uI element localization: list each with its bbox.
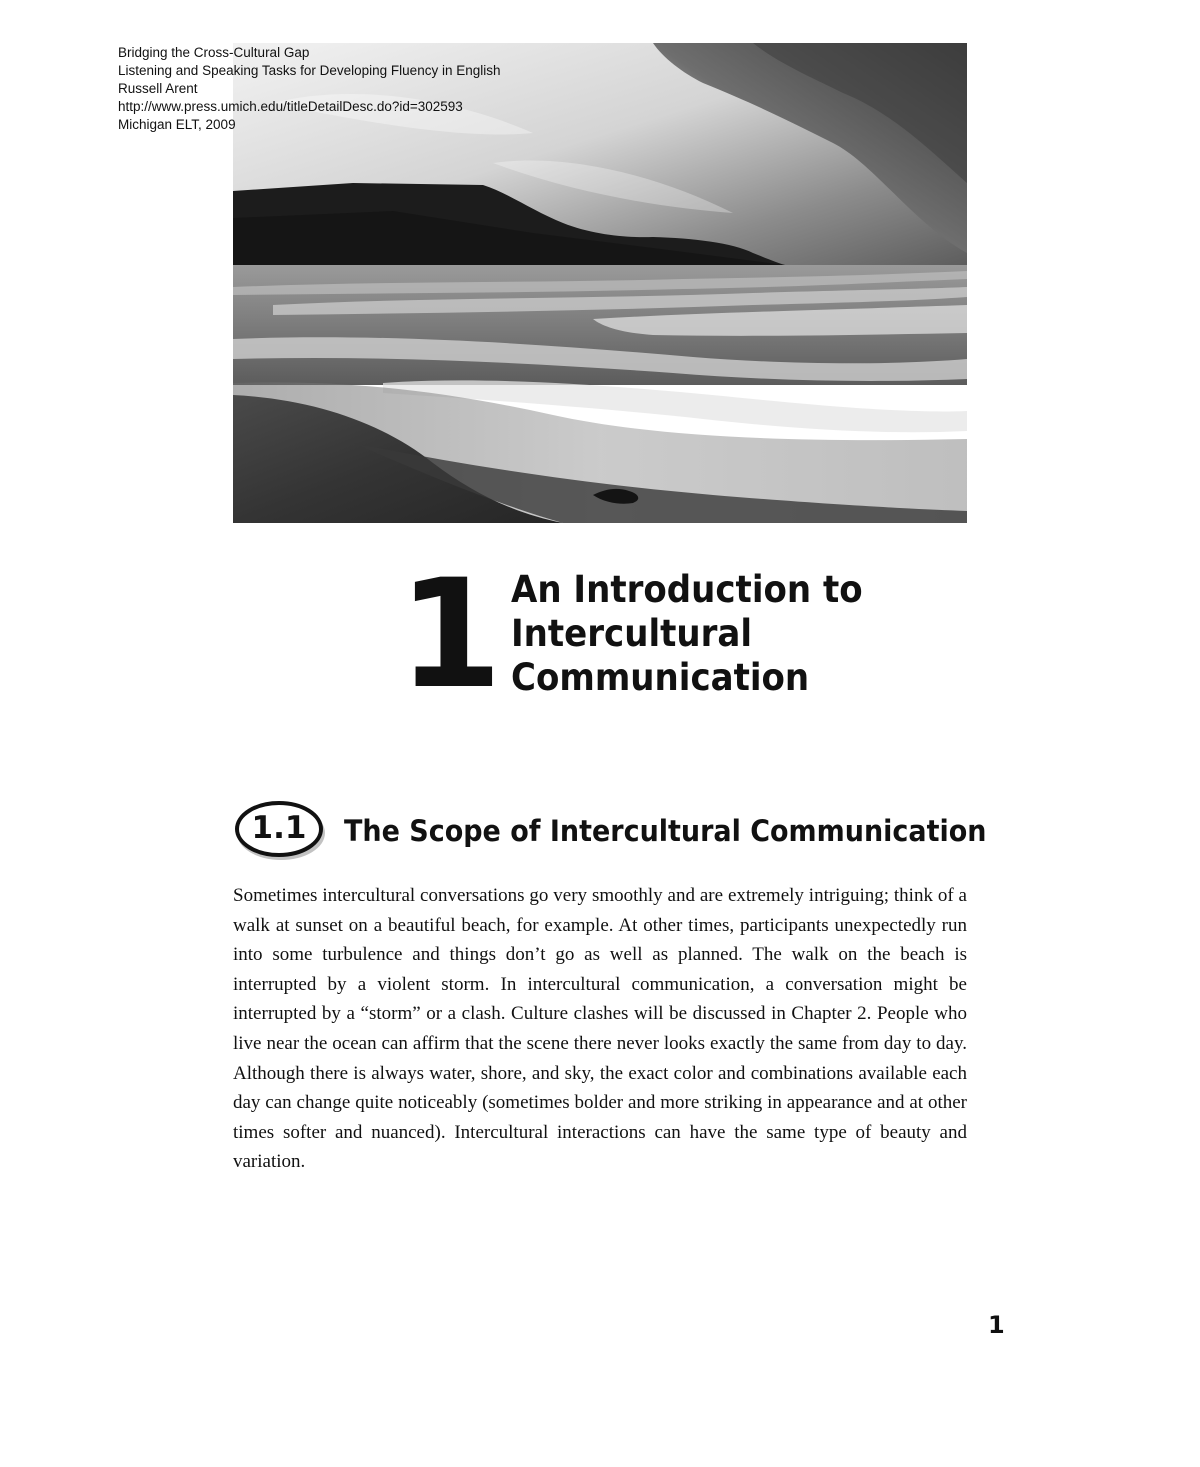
body-paragraph: Sometimes intercultural conversations go very smoothly and are extremely intriguing; think of a walk at sunset on a beautiful beach, for example. At other times, participants unexpectedly run into some turbulence and things don’t go as well as planned. The walk on the beach is interrupted by a violent storm. In intercultural communication, a conversation might be interrupted by a “storm” or a clash. Culture clashes will be discussed in Chapter 2. People who live near the ocean can affirm that the scene there never looks exactly the same from day to day. Although there is always water, shore, and sky, the exact color and combinations available each day can change quite noticeably (sometimes bolder and more striking in appearance and at other times softer and nuanced). Intercultural interactions can have the same type of beauty and variation. bbox=[233, 885, 967, 1173]
page-number: 1 bbox=[988, 1311, 1005, 1339]
source-subtitle: Listening and Speaking Tasks for Developing Fluency in English bbox=[118, 63, 501, 78]
source-info bbox=[118, 44, 578, 134]
source-publisher: Michigan ELT, 2009 bbox=[118, 117, 236, 132]
chapter-title-line: An Introduction to bbox=[511, 568, 863, 611]
section-number: 1.1 bbox=[251, 810, 307, 846]
chapter-title-line: Communication bbox=[511, 656, 810, 699]
chapter-title bbox=[511, 568, 897, 700]
source-url: http://www.press.umich.edu/titleDetailDesc.do?id=302593 bbox=[118, 99, 463, 114]
chapter-number: 1 bbox=[398, 548, 499, 722]
section-number-badge bbox=[233, 798, 325, 860]
chapter-title-line: Intercultural bbox=[511, 612, 753, 655]
section-title: The Scope of Intercultural Communication bbox=[344, 814, 987, 848]
source-title: Bridging the Cross-Cultural Gap bbox=[118, 45, 310, 60]
source-author: Russell Arent bbox=[118, 81, 198, 96]
